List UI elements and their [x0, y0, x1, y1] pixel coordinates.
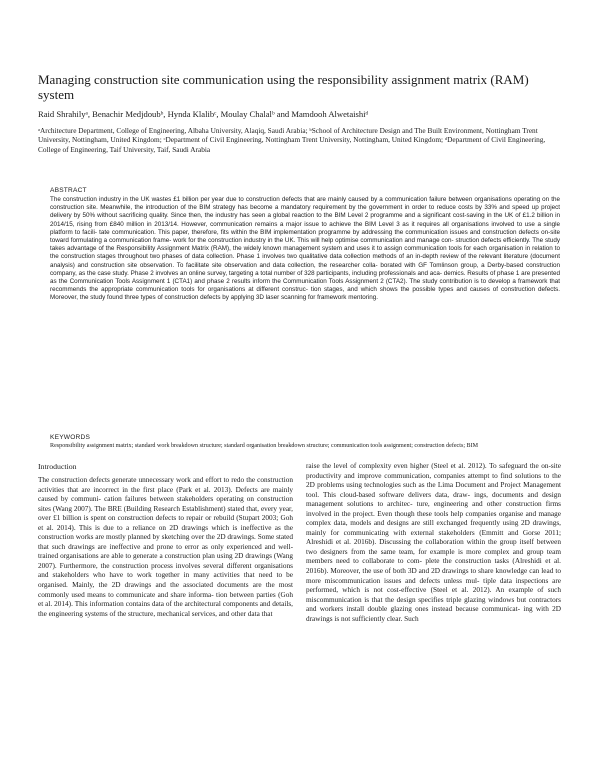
- affiliations: ᵃArchitecture Department, College of Engineering, Albaha University, Alaqiq, Saudi Arabia; ᵇSchool of Architecture Design and The Built Environment, Nottingham Trent University, Nottingham, United Kingdom; ᶜDepartment of Civil Engineering, Nottingham Trent University, Nottingham, United Kingdom; ᵈDepartment of Civil Engineering, College of Engineering, Taif University, Taif, Saudi Arabia: [38, 126, 546, 154]
- body-column-left: [38, 476, 293, 619]
- author-list: Raid Shrahilyᵃ, Benachir Medjdoubᵇ, Hynda Klalibᶜ, Moulay Chalalᵇ and Mamdooh Alwetaishiᵈ: [38, 109, 369, 119]
- introduction-heading: Introduction: [38, 462, 77, 471]
- keywords-text: Responsibility assignment matrix; standard work breakdown structure; standard organisation breakdown structure; communication tools assignment; construction defects; BIM: [50, 443, 479, 449]
- keywords-heading: KEYWORDS: [50, 434, 91, 441]
- abstract-heading: ABSTRACT: [50, 187, 87, 194]
- abstract-text: The construction industry in the UK wastes £1 billion per year due to construction defects that are mainly caused by a communication failure between organisations operating on the construction site. Meanwhile, the introduction of the BIM strategy has become a mandatory requirement by the government in order to reduce costs by 33% and speed up project delivery by 50% without sacrificing quality. Since then, the industry has seen a global reaction to the BIM Level 2 programme and a significant cost-saving in the UK of £1.2 billion in 2014/15, rising from £840 million in 2013/14. However, communication remains a major issue to achieve the BIM Level 3 as it requires all organisations involved to use a single platform to facili- tate communication. This paper, therefore, fits within the BIM implementation programme by addressing the communication issues and construction defects on-site toward formulating a communication frame- work for the construction industry in the UK. This will help optimise communication and manage con- struction defects efficiently. The study takes advantage of the Responsibility Assignment Matrix (RAM), the widely known management system and uses it to assign communication tools for each organisation in relation to the construction stages throughout two phases of data collection. Phase 1 involves two qualitative data collection methods of an in-depth review of the relevant literature (document analysis) and construction site observation. To facilitate site observation and data collection, the researcher colla- borated with GF Tomlinson group, a Derby-based construction company, as the case study. Phase 2 involves an online survey, targeting a total number of 328 participants, including professionals and aca- demics. Results of phase 1 are presented as the Communication Tools Assignment 1 (CTA1) and phase 2 results inform the Communication Tools Assignment 2 (CTA2). The study contribution is to develop a framework that recommends the appropriate communication tools for organisations at different construc- tion stages, and which shows the possible types and causes of construction defects. Moreover, the study found three types of construction defects by applying 3D laser scanning for framework mentoring.: [50, 196, 560, 302]
- intro-paragraph-2: raise the level of complexity even higher (Steel et al. 2012). To safeguard the on-site productivity and improve communication, companies attempt to find solutions to the 2D problems using technologies such as the Lima Document and Project Management tool. This cloud-based software delivers data, draw- ings, documents and design management solutions to architec- ture, engineering and other construction firms involved in the project. Even though these tools help companies organise and manage complex data, models and designs are still exchanged frequently using 2D drawings, mainly for communicating with external stakeholders (Emmitt and Gorse 2011; Alreshidi et al. 2016b). Discussing the collaboration within the group itself between two designers from the same team, for example is more complex and group team members need to collaborate to com- plete the construction tasks (Alreshidi et al. 2016b). Moreover, the use of both 3D and 2D drawings to share knowledge can lead to more miscommunication issues and defects unless mul- tiple data inspections are performed, which is not cost-effective (Steel et al. 2012). An example of such miscommunication is that the design specifies triple glazing windows but contractors and workers install double glazing ones instead because communicat- ing with 2D drawings is not sufficiently clear. Such: [306, 462, 561, 623]
- body-column-right: [306, 462, 561, 624]
- intro-paragraph-1: The construction defects generate unnecessary work and effort to redo the construction activities that are incorrect in the first place (Park et al. 2013). Defects are mainly caused by communi- cation failures between stakeholders operating on construction sites (Wang 2007). The BRE (Building Research Establishment) stated that, every year, over £1 billion is spent on construction defects to repair or rebuild (Stupart 2003; Goh et al. 2014). This is due to a reliance on 2D drawings which is ineffective as the construction works are mostly planned by sketching over the 2D drawings. Some stated that such drawings are ineffective and prone to error as only experienced and well-trained organisations are able to generate a construction plan using 2D drawings (Wang 2007). Furthermore, the construction process involves several different organisations and stakeholders who have to work together in many activities that need to be organised. Mainly, the 2D drawings and the associated documents are the most commonly used means to communicate and share informa- tion between parties (Goh et al. 2014). This information contains data of the architectural components and details, the engineering systems of the structure, mechanical services, and other data that: [38, 476, 293, 618]
- paper-title: Managing construction site communication using the responsibility assignment matrix (RAM) system: [38, 72, 529, 102]
